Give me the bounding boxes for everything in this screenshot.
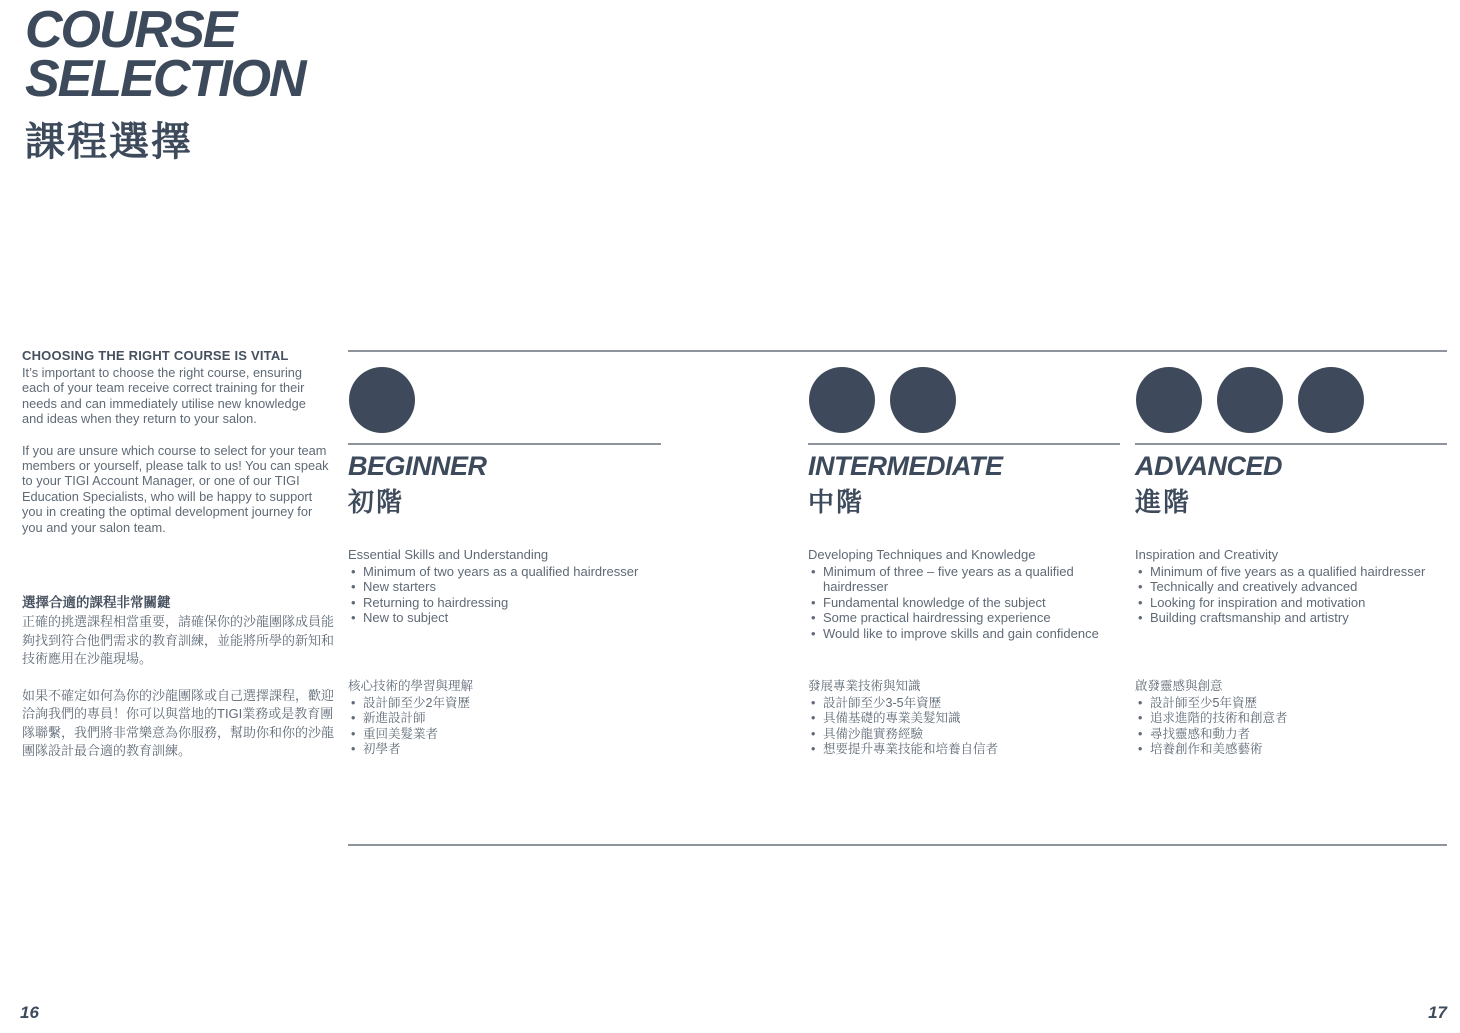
bullet-item: • 設計師至少2年資歷 (348, 696, 661, 712)
course-title-en: ADVANCED (1135, 451, 1283, 481)
course-bullets-zh (808, 696, 1120, 758)
bullet-item: • 設計師至少5年資歷 (1135, 696, 1447, 712)
course-column-advanced (1135, 350, 1447, 844)
page-title-en-line2: SELECTION (25, 50, 305, 108)
course-title-zh: 初階 (348, 487, 405, 517)
course-title-en: INTERMEDIATE (808, 451, 1003, 481)
course-bullets-en (808, 564, 1120, 642)
course-details-en (1135, 547, 1447, 626)
course-column-intermediate (808, 350, 1120, 844)
course-details-zh (348, 679, 661, 758)
course-details-en (808, 547, 1120, 641)
course-bullets-zh (348, 696, 661, 758)
level-indicator-advanced (1136, 367, 1364, 433)
masthead (25, 1, 305, 164)
bullet-item: • 追求進階的技術和創意者 (1135, 711, 1447, 727)
bullet-item: • 初學者 (348, 742, 661, 758)
bullet-item: • New to subject (348, 610, 661, 626)
sidebar-paragraph-zh-2: 如果不確定如何為你的沙龍團隊或自己選擇課程，歡迎洽詢我們的專員！你可以與當地的TIGI業務或是教育團隊聯繫，我們將非常樂意為你服務，幫助你和你的沙龍團隊設計最合適的教育訓練。 (22, 687, 335, 758)
course-details-zh (1135, 679, 1447, 758)
level-dot (349, 367, 415, 433)
bullet-item: • Technically and creatively advanced (1135, 579, 1447, 595)
bullet-item: • Some practical hairdressing experience (808, 610, 1120, 626)
column-divider (1135, 443, 1447, 445)
course-title-zh: 中階 (808, 487, 865, 517)
bottom-divider (348, 844, 1447, 846)
course-bullets-en (1135, 564, 1447, 626)
bullet-item: • Minimum of five years as a qualified hairdresser (1135, 564, 1447, 580)
course-intro-zh: 發展專業技術與知識 (808, 679, 921, 693)
bullet-item: • 具備沙龍實務經驗 (808, 727, 1120, 743)
level-indicator-intermediate (809, 367, 956, 433)
bullet-item: • 具備基礎的專業美髮知識 (808, 711, 1120, 727)
bullet-item: • Looking for inspiration and motivation (1135, 595, 1447, 611)
bullet-item: • 想要提升專業技能和培養自信者 (808, 742, 1120, 758)
column-divider (808, 443, 1120, 445)
bullet-item: • Building craftsmanship and artistry (1135, 610, 1447, 626)
level-indicator-beginner (349, 367, 415, 433)
page-title-en (25, 1, 305, 108)
page-title-en-line1: COURSE (25, 1, 236, 59)
bullet-item: • 重回美髮業者 (348, 727, 661, 743)
sidebar-paragraph-en-1: It’s important to choose the right course, ensuring each of your team receive correct training for their needs and can immediately utilise new knowledge and ideas when they return to your salon. (22, 365, 306, 427)
page-title-zh: 課程選擇 (25, 120, 193, 164)
level-dot (1217, 367, 1283, 433)
course-column-beginner (348, 350, 661, 844)
sidebar-heading-en: CHOOSING THE RIGHT COURSE IS VITAL (22, 348, 289, 363)
bullet-item: • 設計師至少3-5年資歷 (808, 696, 1120, 712)
level-dot (1136, 367, 1202, 433)
bullet-item: • 新進設計師 (348, 711, 661, 727)
bullet-item: • Minimum of three – five years as a qualified hairdresser (808, 564, 1120, 595)
course-details-zh (808, 679, 1120, 758)
course-bullets-zh (1135, 696, 1447, 758)
bullet-item: • 培養創作和美感藝術 (1135, 742, 1447, 758)
column-divider (348, 443, 661, 445)
sidebar-intro-zh (22, 594, 334, 779)
sidebar-paragraph-en-2: If you are unsure which course to select for your team members or yourself, please talk to us! You can speak to your TIGI Account Manager, or one of our TIGI Education Specialists, who will be happy to support you in creating the optimal development journey for you and your salon team. (22, 442, 329, 535)
bullet-item: • Fundamental knowledge of the subject (808, 595, 1120, 611)
bullet-item: • 尋找靈感和動力者 (1135, 727, 1447, 743)
bullet-item: • Returning to hairdressing (348, 595, 661, 611)
course-bullets-en (348, 564, 661, 626)
course-intro-en: Inspiration and Creativity (1135, 547, 1279, 562)
level-dot (809, 367, 875, 433)
course-title-zh: 進階 (1135, 487, 1192, 517)
course-intro-zh: 核心技術的學習與理解 (348, 679, 474, 693)
course-details-en (348, 547, 661, 626)
course-intro-zh: 啟發靈感與創意 (1135, 679, 1223, 693)
bullet-item: • Would like to improve skills and gain confidence (808, 626, 1120, 642)
sidebar-paragraph-zh-1: 正確的挑選課程相當重要，請確保你的沙龍團隊成員能夠找到符合他們需求的教育訓練，並能將所學的新知和技術應用在沙龍現場。 (22, 614, 335, 666)
level-dot (1298, 367, 1364, 433)
bullet-item: • Minimum of two years as a qualified hairdresser (348, 564, 661, 580)
course-intro-en: Developing Techniques and Knowledge (808, 547, 1036, 562)
sidebar-heading-zh: 選擇合適的課程非常關鍵 (22, 595, 171, 610)
course-title-en: BEGINNER (348, 451, 487, 481)
sidebar-intro-en (22, 348, 330, 551)
course-intro-en: Essential Skills and Understanding (348, 547, 549, 562)
level-dot (890, 367, 956, 433)
page-number-right: 17 (1428, 1003, 1447, 1022)
bullet-item: • New starters (348, 579, 661, 595)
page-number-left: 16 (20, 1003, 39, 1022)
